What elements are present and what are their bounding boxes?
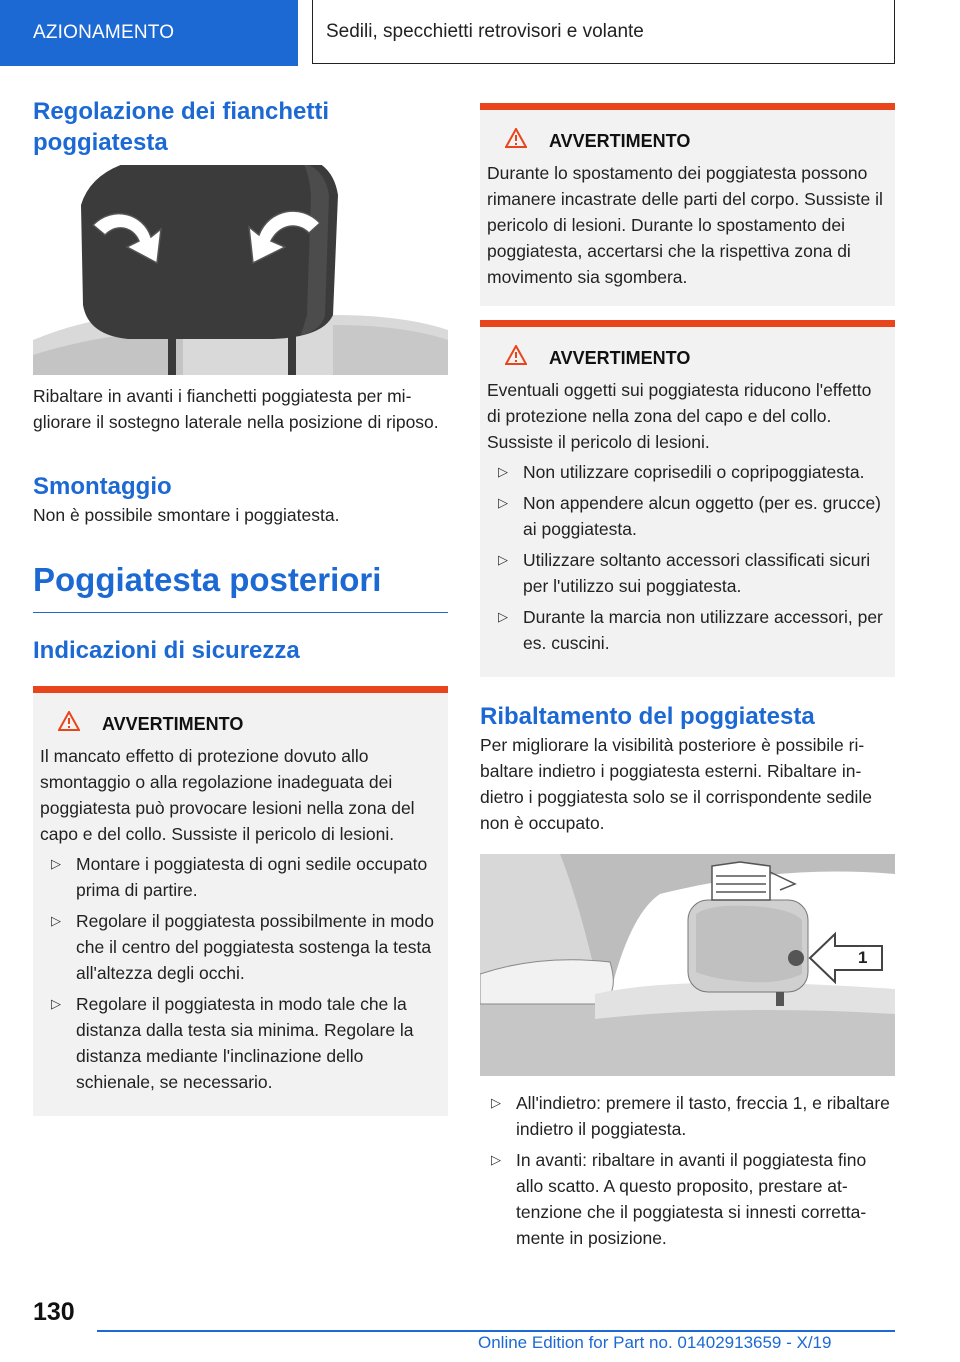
bullet-triangle-icon: ▷: [498, 552, 508, 567]
bullet-triangle-icon: ▷: [491, 1152, 501, 1167]
warning-bullet-list: [487, 459, 889, 656]
page-number: 130: [33, 1298, 75, 1326]
bullet-triangle-icon: ▷: [498, 609, 508, 624]
bullet-triangle-icon: ▷: [491, 1095, 501, 1110]
paragraph-smontaggio: Non è possibile smontare i poggiatesta.: [33, 505, 340, 525]
list-item: ▷ Regolare il poggiatesta possibilmente in modo che il centro del poggiatesta sostenga la testa all'altezza degli occhi.: [40, 908, 442, 986]
warning-text: Il mancato effetto di protezione dovuto allo smontaggio o alla regolazione inadeguata dei poggiatesta può provocare lesioni nella zona del capo e del collo. Sussiste il pericolo di lesioni.: [40, 746, 415, 844]
warning-triangle-icon: [505, 128, 527, 154]
bullet-triangle-icon: ▷: [51, 856, 61, 871]
warning-label: AVVERTIMENTO: [549, 348, 691, 368]
list-item: ▷ Montare i poggiatesta di ogni sedile occupato prima di partire.: [40, 851, 442, 903]
warning-box: [33, 686, 448, 1116]
heading-ribaltamento: Ribaltamento del poggiatesta: [480, 703, 815, 730]
warning-box: [480, 320, 895, 677]
list-item: ▷ Utilizzare soltanto accessori classificati sicuri per l'utilizzo sui poggiatesta.: [487, 547, 889, 599]
warning-triangle-icon: [505, 345, 527, 371]
edition-text: Online Edition for Part no. 01402913659 - X/19: [478, 1333, 832, 1352]
list-item: ▷ In avanti: ribaltare in avanti il poggiatesta fino allo scatto. A questo proposito, prestare attenzione che il poggiatesta si innesti correttamente in posizione.: [480, 1147, 895, 1251]
right-column: [480, 103, 895, 1256]
callout-number: 1: [858, 948, 868, 967]
warning-bullet-list: [40, 851, 442, 1095]
chapter-title: Sedili, specchietti retrovisori e volante: [312, 0, 895, 64]
heading-posteriori: Poggiatesta posteriori: [33, 560, 448, 613]
heading-sicurezza: Indicazioni di sicurezza: [33, 637, 300, 664]
list-item: ▷ Non utilizzare coprisedili o copripoggiatesta.: [487, 459, 889, 485]
bullet-triangle-icon: ▷: [51, 996, 61, 1011]
paragraph-fianchetti: Ribaltare in avanti i fianchetti poggiatesta per migliorare il sostegno laterale nella posizione di riposo.: [33, 386, 439, 432]
warning-text: Eventuali oggetti sui poggiatesta riducono l'effetto di protezione nella zona del capo e del collo. Sussiste il pericolo di lesioni.: [487, 380, 872, 452]
rear-headrest-illustration: [480, 854, 895, 1076]
warning-label: AVVERTIMENTO: [102, 714, 244, 734]
bullet-triangle-icon: ▷: [498, 495, 508, 510]
rear-headrest-figure: [480, 854, 895, 1076]
headrest-wings-illustration: [33, 165, 448, 375]
heading-fianchetti: Regolazione dei fianchetti poggiatesta: [33, 98, 330, 156]
list-item: ▷ Regolare il poggiatesta in modo tale che la distanza dalla testa sia minima. Regolare la distanza mediante l'inclinazione dello schienale, se necessario.: [40, 991, 442, 1095]
list-item: ▷ Non appendere alcun oggetto (per es. grucce) ai poggiatesta.: [487, 490, 889, 542]
page-header: [0, 0, 960, 66]
instruction-bullet-list: [480, 1090, 895, 1251]
warning-label: AVVERTIMENTO: [549, 131, 691, 151]
section-label: AZIONAMENTO: [0, 0, 298, 66]
heading-smontaggio: Smontaggio: [33, 473, 172, 500]
headrest-wings-figure: [33, 165, 448, 375]
warning-box: [480, 103, 895, 306]
bullet-triangle-icon: ▷: [498, 464, 508, 479]
list-item: ▷ All'indietro: premere il tasto, freccia 1, e ribaltare indietro il poggiatesta.: [480, 1090, 895, 1142]
bullet-triangle-icon: ▷: [51, 913, 61, 928]
list-item: ▷ Durante la marcia non utilizzare accessori, per es. cuscini.: [487, 604, 889, 656]
paragraph-ribaltamento: Per migliorare la visibilità posteriore è possibile ribaltare indietro i poggiatesta esterni. Ribaltare indietro i poggiatesta solo se il corrispondente sedile non è occupato.: [480, 735, 873, 833]
warning-triangle-icon: [58, 711, 80, 737]
warning-text: Durante lo spostamento dei poggiatesta possono rimanere incastrate delle parti del corpo. Sussiste il pericolo di lesioni. Durante lo spostamento dei poggiatesta, accertarsi che la rispettiva zona di movimento sia sgombera.: [487, 163, 883, 287]
left-column: [33, 96, 448, 1116]
footer-rule: [97, 1330, 895, 1332]
